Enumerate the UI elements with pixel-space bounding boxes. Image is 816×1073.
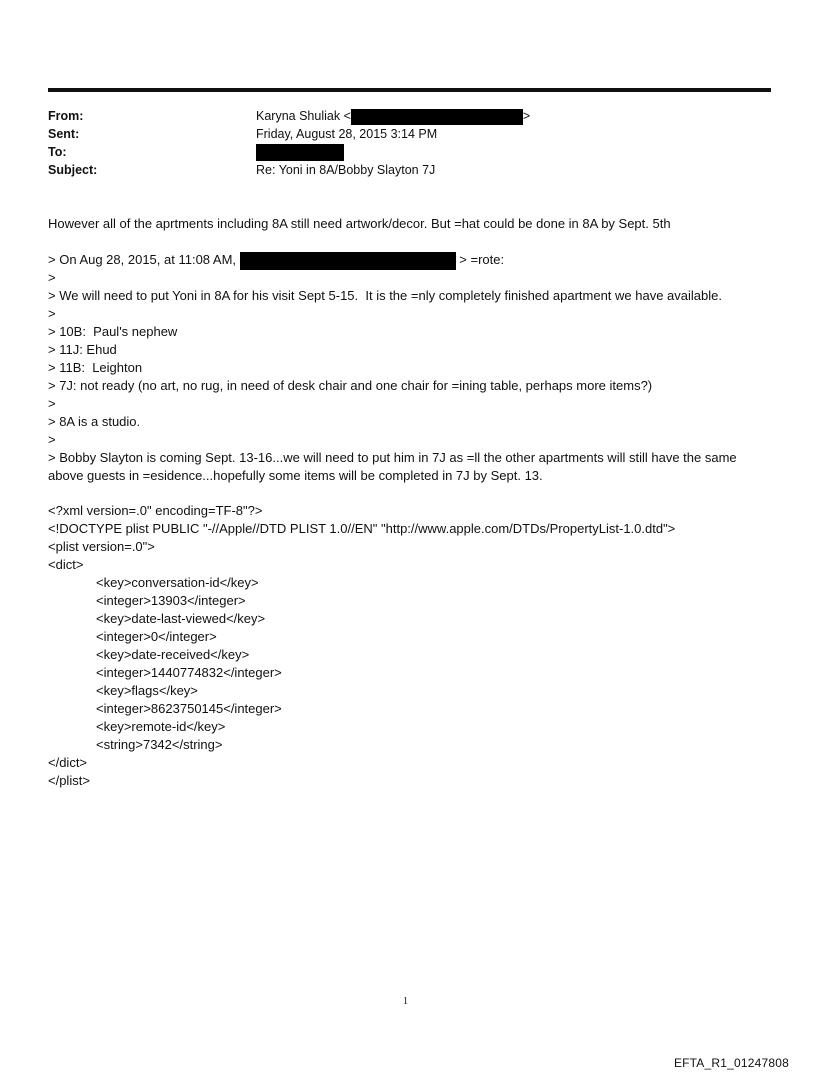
plist-entry: <integer>0</integer> [96,629,217,644]
plist-open: <plist version=.0"> [48,539,155,554]
redacted-recipient [256,144,344,161]
plist-entry: <key>flags</key> [96,683,198,698]
dict-open: <dict> [48,557,84,572]
from-open-bracket: < [343,109,351,123]
quote-intro-prefix: > On Aug 28, 2015, at 11:08 AM, [48,252,237,267]
plist-block [48,502,788,790]
quoted-line: > 8A is a studio. [48,414,141,429]
quote-intro [48,251,788,269]
xml-declaration: <?xml version=.0" encoding=TF-8"?> [48,503,263,518]
from-label: From: [48,109,84,123]
quoted-line: > [48,270,56,285]
quote-intro-suffix: > =rote: [459,252,505,267]
plist-entry: <key>remote-id</key> [96,719,226,734]
sent-label: Sent: [48,127,80,141]
subject-value: Re: Yoni in 8A/Bobby Slayton 7J [256,163,436,177]
quoted-line-last: > Bobby Slayton is coming Sept. 13-16...we will need to put him in 7J as =ll the other apartments will still have the same above guests in =esidence...hopefully some items will be completed in 7J by Sept. 13. [48,450,737,483]
header-rule [48,88,771,92]
from-value [256,107,530,125]
plist-entry: <integer>8623750145</integer> [96,701,282,716]
plist-entry: <string>7342</string> [96,737,223,752]
quoted-message [48,251,788,485]
quoted-line: > We will need to put Yoni in 8A for his visit Sept 5-15. It is the =nly completely finished apartment we have available. [48,288,722,303]
subject-label: Subject: [48,163,98,177]
quoted-line: > [48,396,56,411]
plist-entry: <key>date-last-viewed</key> [96,611,266,626]
redacted-email [351,109,523,125]
quoted-line: > [48,306,56,321]
plist-entry: <integer>1440774832</integer> [96,665,282,680]
page-number: 1 [403,996,408,1007]
sent-value: Friday, August 28, 2015 3:14 PM [256,127,438,141]
reply-line: However all of the aprtments including 8A still need artwork/decor. But =hat could be done in 8A by Sept. 5th [48,216,671,231]
from-name: Karyna Shuliak [256,109,341,123]
document-id: EFTA_R1_01247808 [673,1056,789,1070]
dict-close: </dict> [48,755,88,770]
plist-entry: <key>conversation-id</key> [96,575,259,590]
quoted-line: > 11B: Leighton [48,360,143,375]
quoted-line: > 10B: Paul's nephew [48,324,178,339]
plist-entry: <key>date-received</key> [96,647,250,662]
quoted-line: > 7J: not ready (no art, no rug, in need of desk chair and one chair for =ining table, perhaps more items?) [48,378,653,393]
redacted-sender [240,252,456,270]
to-label: To: [48,145,67,159]
quoted-line: > [48,432,56,447]
plist-close: </plist> [48,773,90,788]
plist-entry: <integer>13903</integer> [96,593,246,608]
to-value [256,143,344,161]
quoted-line: > 11J: Ehud [48,342,117,357]
from-close-bracket: > [522,109,531,123]
plist-doctype: <!DOCTYPE plist PUBLIC "-//Apple//DTD PLIST 1.0//EN" "http://www.apple.com/DTDs/PropertyList-1.0.dtd"> [48,521,676,536]
reply-text [48,215,788,233]
